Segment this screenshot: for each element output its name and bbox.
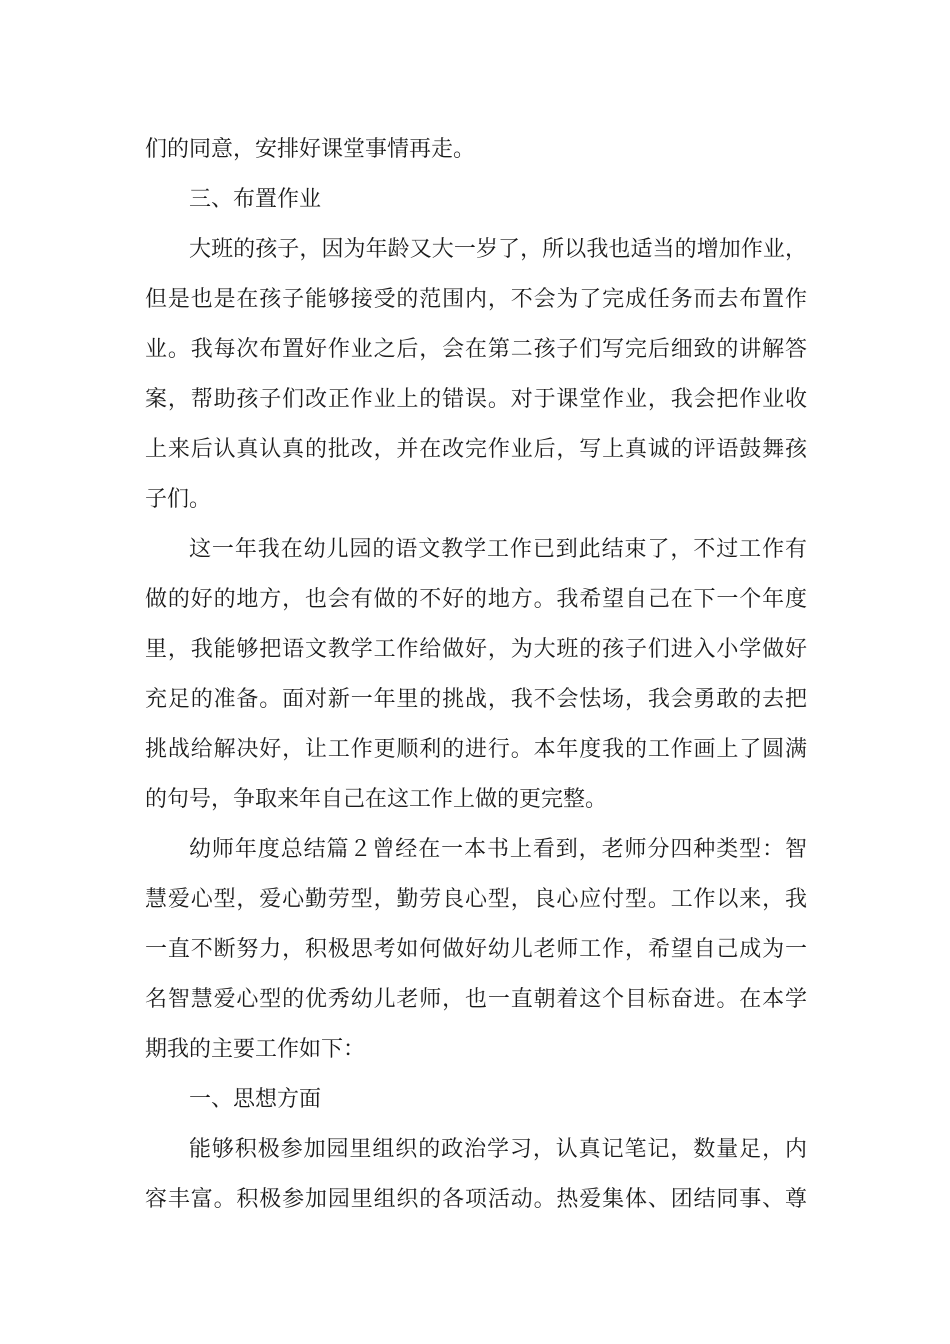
- text-line: 的句号，争取来年自己在这工作上做的更完整。: [145, 787, 608, 812]
- text-line: 充足的准备。面对新一年里的挑战，我不会怯场，我会勇敢的去把: [145, 687, 807, 712]
- text-line: 挑战给解决好，让工作更顺利的进行。本年度我的工作画上了圆满: [145, 737, 807, 762]
- text-line: 容丰富。积极参加园里组织的各项活动。热爱集体、团结同事、尊: [145, 1187, 807, 1212]
- text-line: 期我的主要工作如下：: [145, 1037, 366, 1062]
- text-line: 但是也是在孩子能够接受的范围内，不会为了完成任务而去布置作: [145, 287, 807, 312]
- text-line: 慧爱心型，爱心勤劳型，勤劳良心型，良心应付型。工作以来，我: [145, 887, 807, 912]
- text-line: 能够积极参加园里组织的政治学习，认真记笔记，数量足，内: [189, 1137, 807, 1162]
- text-line: 名智慧爱心型的优秀幼儿老师，也一直朝着这个目标奋进。在本学: [145, 987, 807, 1012]
- text-line: 案，帮助孩子们改正作业上的错误。对于课堂作业，我会把作业收: [145, 387, 807, 412]
- text-line: 上来后认真认真的批改，并在改完作业后，写上真诚的评语鼓舞孩: [145, 437, 807, 462]
- text-line: 子们。: [145, 487, 212, 512]
- text-line: 做的好的地方，也会有做的不好的地方。我希望自己在下一个年度: [145, 587, 807, 612]
- text-line: 这一年我在幼儿园的语文教学工作已到此结束了，不过工作有: [189, 537, 807, 562]
- text-line: 大班的孩子，因为年龄又大一岁了，所以我也适当的增加作业，: [189, 237, 807, 262]
- section-heading: 三、布置作业: [189, 187, 322, 212]
- text-line: 业。我每次布置好作业之后，会在第二孩子们写完后细致的讲解答: [145, 337, 807, 362]
- document-body: [145, 125, 807, 1225]
- text-line: 一直不断努力，积极思考如何做好幼儿老师工作，希望自己成为一: [145, 937, 807, 962]
- text-line: 幼师年度总结篇２曾经在一本书上看到，老师分四种类型：智: [189, 837, 807, 862]
- section-heading: 一、思想方面: [189, 1087, 322, 1112]
- text-line: 们的同意，安排好课堂事情再走。: [145, 137, 476, 162]
- text-line: 里，我能够把语文教学工作给做好，为大班的孩子们进入小学做好: [145, 637, 807, 662]
